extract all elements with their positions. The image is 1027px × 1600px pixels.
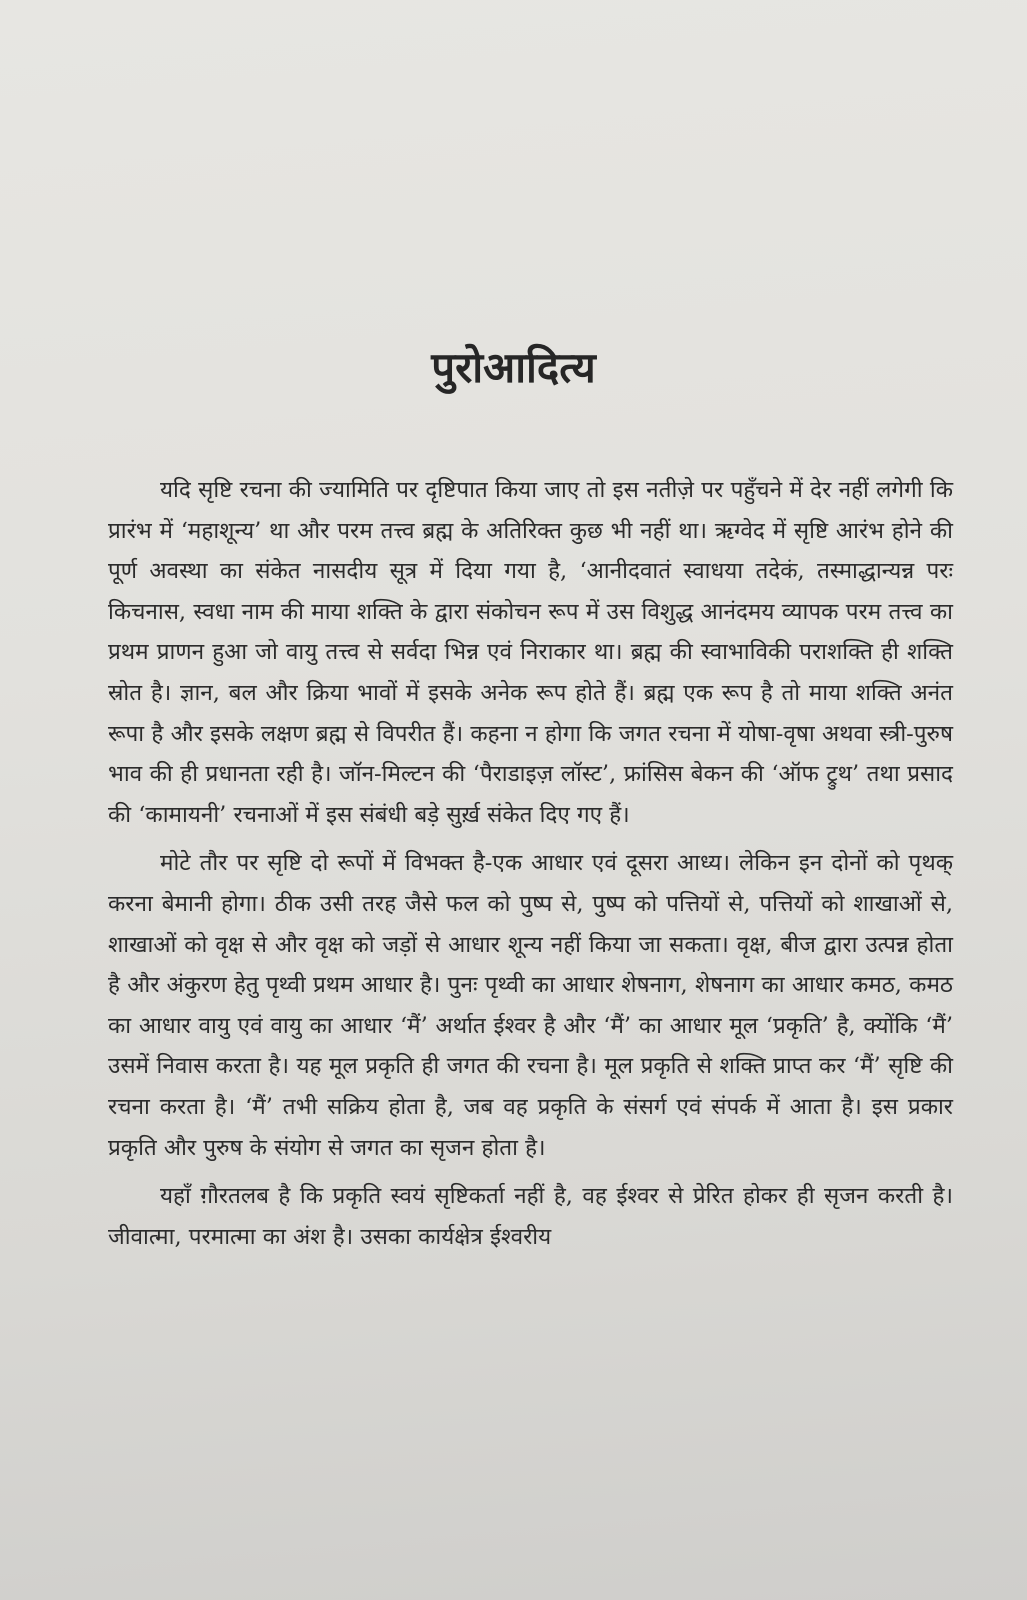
page-title: पुरोआदित्य (431, 343, 596, 392)
paragraph-1: यदि सृष्टि रचना की ज्यामिति पर दृष्टिपात किया जाए तो इस नतीज़े पर पहुँचने में देर नहीं लगेगी कि प्रारंभ में ‘महाशून्य’ था और परम तत्त्व ब्रह्म के अतिरिक्त कुछ भी नहीं था। ऋग्वेद में सृष्टि आरंभ होने की पूर्ण अवस्था का संकेत नासदीय सूत्र में दिया गया है, ‘आनीदवातं स्वाधया तदेकं, तस्माद्धान्यन्न परः किचनास, स्वधा नाम की माया शक्ति के द्वारा संकोचन रूप में उस विशुद्ध आनंदमय व्यापक परम तत्त्व का प्रथम प्राणन हुआ जो वायु तत्त्व से सर्वदा भिन्न एवं निराकार था। ब्रह्म की स्वाभाविकी पराशक्ति ही शक्ति स्रोत है। ज्ञान, बल और क्रिया भावों में इसके अनेक रूप होते हैं। ब्रह्म एक रूप है तो माया शक्ति अनंत रूपा है और इसके लक्षण ब्रह्म से विपरीत हैं। कहना न होगा कि जगत रचना में योषा-वृषा अथवा स्त्री-पुरुष भाव की ही प्रधानता रही है। जॉन-मिल्टन की ‘पैराडाइज़ लॉस्ट’, फ्रांसिस बेकन की ‘ऑफ ट्रुथ’ तथा प्रसाद की ‘कामायनी’ रचनाओं में इस संबंधी बड़े सुर्ख़ संकेत दिए गए हैं। (108, 477, 953, 828)
paragraph-3: यहाँ ग़ौरतलब है कि प्रकृति स्वयं सृष्टिकर्ता नहीं है, वह ईश्वर से प्रेरित होकर ही सृजन करती है। जीवात्मा, परमात्मा का अंश है। उसका कार्यक्षेत्र ईश्वरीय (108, 1183, 953, 1250)
paragraph-2: मोटे तौर पर सृष्टि दो रूपों में विभक्त है-एक आधार एवं दूसरा आध्य। लेकिन इन दोनों को पृथक् करना बेमानी होगा। ठीक उसी तरह जैसे फल को पुष्प से, पुष्प को पत्तियों से, पत्तियों को शाखाओं से, शाखाओं को वृक्ष से और वृक्ष को जड़ों से आधार शून्य नहीं किया जा सकता। वृक्ष, बीज द्वारा उत्पन्न होता है और अंकुरण हेतु पृथ्वी प्रथम आधार है। पुनः पृथ्वी का आधार शेषनाग, शेषनाग का आधार कमठ, कमठ का आधार वायु एवं वायु का आधार ‘मैं’ अर्थात ईश्वर है और ‘मैं’ का आधार मूल ‘प्रकृति’ है, क्योंकि ‘मैं’ उसमें निवास करता है। यह मूल प्रकृति ही जगत की रचना है। मूल प्रकृति से शक्ति प्राप्त कर ‘मैं’ सृष्टि की रचना करता है। ‘मैं’ तभी सक्रिय होता है, जब वह प्रकृति के संसर्ग एवं संपर्क में आता है। इस प्रकार प्रकृति और पुरुष के संयोग से जगत का सृजन होता है। (108, 850, 953, 1161)
body-text (108, 470, 953, 1257)
